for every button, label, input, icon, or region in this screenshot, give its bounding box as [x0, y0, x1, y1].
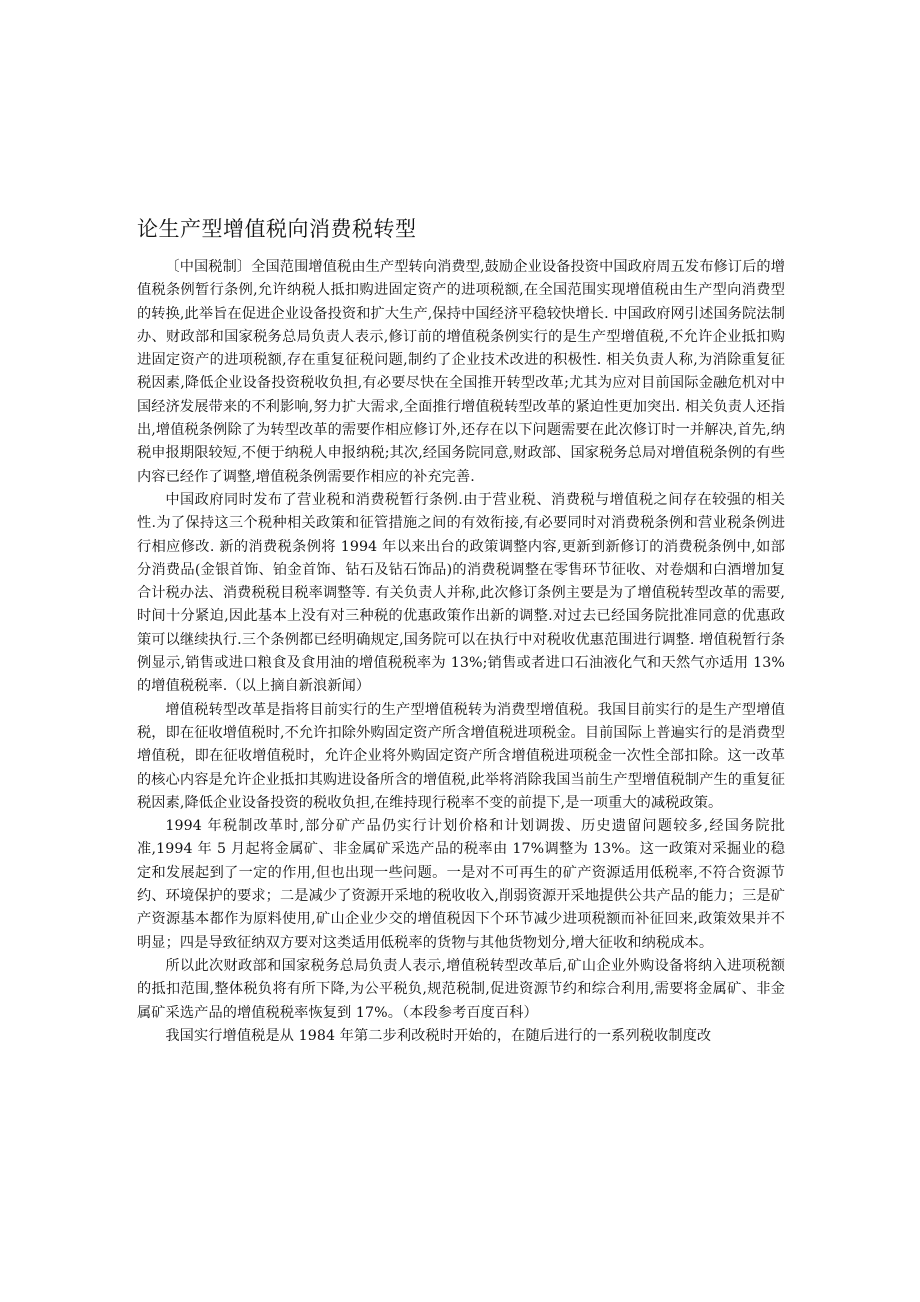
- paragraph-4: 1994 年税制改革时,部分矿产品仍实行计划价格和计划调拨、历史遗留问题较多,经国务院批准,1994 年 5 月起将金属矿、非金属矿采选产品的税率由 17%调整为 13%。这一政策对采掘业的稳定和发展起到了一定的作用,但也出现一些问题。一是对不可再生的矿产资源适用低税率,不符合资源节约、环境保护的要求；二是减少了资源开采地的税收收入,削弱资源开采地提供公共产品的能力；三是矿产资源基本都作为原料使用,矿山企业少交的增值税因下个环节减少进项税额而补征回来,政策效果并不明显；四是导致征纳双方要对这类适用低税率的货物与其他货物划分,增大征收和纳税成本。: [137, 818, 785, 951]
- document-title: 论生产型增值税向消费税转型: [137, 217, 417, 241]
- paragraph-2: 中国政府同时发布了营业税和消费税暂行条例.由于营业税、消费税与增值税之间存在较强的相关性.为了保持这三个税种相关政策和征管措施之间的有效衔接,有必要同时对消费税条例和营业税条例进行相应修改. 新的消费税条例将 1994 年以来出台的政策调整内容,更新到新修订的消费税条例中,如部分消费品(金银首饰、铂金首饰、钻石及钻石饰品)的消费税调整在零售环节征收、对卷烟和白酒增加复合计税办法、消费税税目税率调整等. 有关负责人并称,此次修订条例主要是为了增值税转型改革的需要,时间十分紧迫,因此基本上没有对三种税的优惠政策作出新的调整.对过去已经国务院批准同意的优惠政策可以继续执行.三个条例都已经明确规定,国务院可以在执行中对税收优惠范围进行调整. 增值税暂行条例显示,销售或进口粮食及食用油的增值税税率为 13%;销售或者进口石油液化气和天然气亦适用 13%的增值税税率.（以上摘自新浪新闻）: [137, 491, 785, 695]
- paragraph-5: 所以此次财政部和国家税务总局负责人表示,增值税转型改革后,矿山企业外购设备将纳入进项税额的抵扣范围,整体税负将有所下降,为公平税负,规范税制,促进资源节约和综合利用,需要将金属矿、非金属矿采选产品的增值税税率恢复到 17%。（本段参考百度百科）: [137, 957, 785, 1021]
- document-page: [137, 214, 785, 1048]
- paragraph-6: 我国实行增值税是从 1984 年第二步利改税时开始的，在随后进行的一系列税收制度改: [165, 1027, 712, 1044]
- paragraph-1: 〔中国税制〕全国范围增值税由生产型转向消费型,鼓励企业设备投资中国政府周五发布修订后的增值税条例暂行条例,允许纳税人抵扣购进固定资产的进项税额,在全国范围实现增值税由生产型向消费型的转换,此举旨在促进企业设备投资和扩大生产,保持中国经济平稳较快增长. 中国政府网引述国务院法制办、财政部和国家税务总局负责人表示,修订前的增值税条例实行的是生产型增值税,不允许企业抵扣购进固定资产的进项税额,存在重复征税问题,制约了企业技术改进的积极性. 相关负责人称,为消除重复征税因素,降低企业设备投资税收负担,有必要尽快在全国推开转型改革;尤其为应对目前国际金融危机对中国经济发展带来的不利影响,努力扩大需求,全面推行增值税转型改革的紧迫性更加突出. 相关负责人还指出,增值税条例除了为转型改革的需要作相应修订外,还存在以下问题需要在此次修订时一并解决,首先,纳税申报期限较短,不便于纳税人申报纳税;其次,经国务院同意,财政部、国家税务总局对增值税条例的有些内容已经作了调整,增值税条例需要作相应的补充完善.: [137, 259, 785, 485]
- paragraph-3: 增值税转型改革是指将目前实行的生产型增值税转为消费型增值税。我国目前实行的是生产型增值税，即在征收增值税时,不允许扣除外购固定资产所含增值税进项税金。目前国际上普遍实行的是消费型增值税，即在征收增值税时，允许企业将外购固定资产所含增值税进项税金一次性全部扣除。这一改革的核心内容是允许企业抵扣其购进设备所含的增值税,此举将消除我国当前生产型增值税制产生的重复征税因素,降低企业设备投资的税收负担,在维持现行税率不变的前提下,是一项重大的减税政策。: [137, 701, 785, 811]
